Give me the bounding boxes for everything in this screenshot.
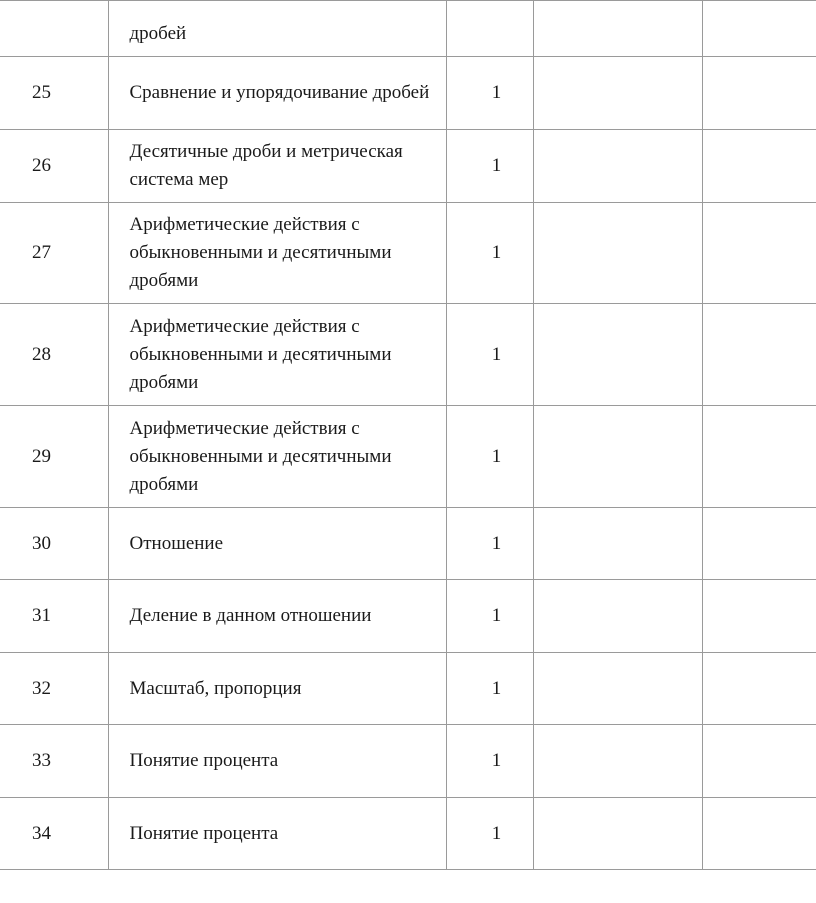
date-plan-cell xyxy=(533,508,702,580)
hours-cell: 1 xyxy=(446,653,533,725)
date-fact-cell xyxy=(702,304,816,406)
date-plan-cell xyxy=(533,653,702,725)
hours-cell: 1 xyxy=(446,725,533,798)
date-plan-cell xyxy=(533,304,702,406)
table-row xyxy=(0,580,816,653)
hours-cell: 1 xyxy=(446,130,533,203)
row-number-cell: 28 xyxy=(0,304,108,406)
topic-cell: Деление в данном отношении xyxy=(108,580,446,653)
row-number-cell: 33 xyxy=(0,725,108,798)
row-number-cell: 29 xyxy=(0,406,108,508)
table-row xyxy=(0,203,816,304)
topic-cell: Масштаб, пропорция xyxy=(108,653,446,725)
date-fact-cell xyxy=(702,580,816,653)
date-plan-cell xyxy=(533,57,702,130)
topic-cell: Понятие процента xyxy=(108,798,446,870)
table-row xyxy=(0,406,816,508)
row-number-cell xyxy=(0,1,108,57)
date-plan-cell xyxy=(533,203,702,304)
row-number-cell: 32 xyxy=(0,653,108,725)
topic-cell: Арифметические действия с обыкновенными и десятичными дробями xyxy=(108,304,446,406)
date-fact-cell xyxy=(702,406,816,508)
table-row-continuation xyxy=(0,1,816,57)
row-number-cell: 27 xyxy=(0,203,108,304)
date-plan-cell xyxy=(533,798,702,870)
date-fact-cell xyxy=(702,57,816,130)
table-row xyxy=(0,304,816,406)
row-number-cell: 34 xyxy=(0,798,108,870)
row-number-cell: 25 xyxy=(0,57,108,130)
date-fact-cell xyxy=(702,798,816,870)
table-row xyxy=(0,725,816,798)
hours-cell: 1 xyxy=(446,304,533,406)
date-fact-cell xyxy=(702,130,816,203)
hours-cell xyxy=(446,1,533,57)
date-fact-cell xyxy=(702,1,816,57)
topic-cell: Понятие процента xyxy=(108,725,446,798)
row-number-cell: 31 xyxy=(0,580,108,653)
date-fact-cell xyxy=(702,508,816,580)
date-fact-cell xyxy=(702,653,816,725)
date-fact-cell xyxy=(702,725,816,798)
hours-cell: 1 xyxy=(446,406,533,508)
table-row xyxy=(0,798,816,870)
date-plan-cell xyxy=(533,580,702,653)
topic-cell: Отношение xyxy=(108,508,446,580)
table-row xyxy=(0,57,816,130)
hours-cell: 1 xyxy=(446,580,533,653)
table-row xyxy=(0,130,816,203)
table-row xyxy=(0,653,816,725)
hours-cell: 1 xyxy=(446,57,533,130)
date-plan-cell xyxy=(533,1,702,57)
topic-cell: дробей xyxy=(108,1,446,57)
hours-cell: 1 xyxy=(446,798,533,870)
topic-cell: Сравнение и упорядочивание дробей xyxy=(108,57,446,130)
topic-cell: Арифметические действия с обыкновенными и десятичными дробями xyxy=(108,203,446,304)
table-row xyxy=(0,508,816,580)
date-plan-cell xyxy=(533,406,702,508)
row-number-cell: 26 xyxy=(0,130,108,203)
date-plan-cell xyxy=(533,130,702,203)
date-plan-cell xyxy=(533,725,702,798)
hours-cell: 1 xyxy=(446,203,533,304)
topic-cell: Арифметические действия с обыкновенными и десятичными дробями xyxy=(108,406,446,508)
hours-cell: 1 xyxy=(446,508,533,580)
date-fact-cell xyxy=(702,203,816,304)
topic-cell: Десятичные дроби и метрическая система мер xyxy=(108,130,446,203)
row-number-cell: 30 xyxy=(0,508,108,580)
